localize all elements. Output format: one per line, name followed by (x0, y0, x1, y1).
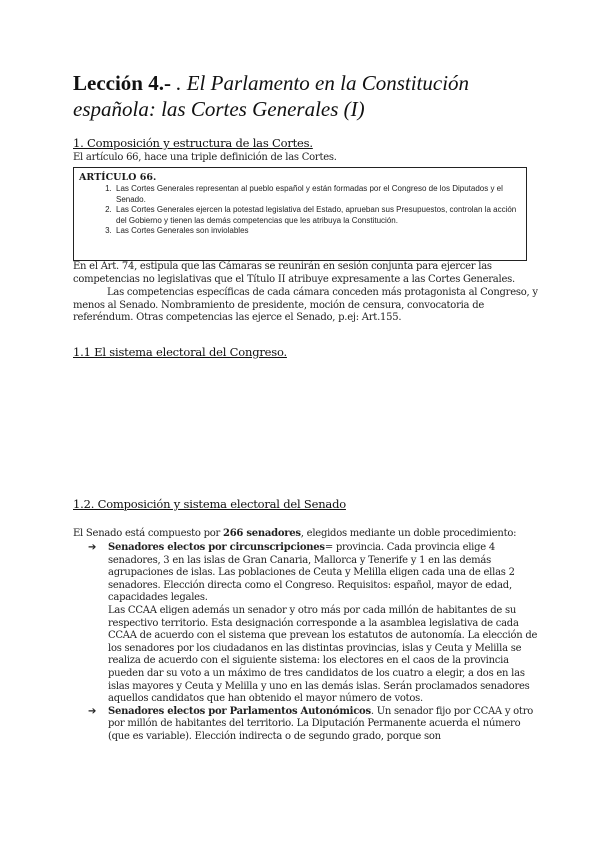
article-item: 2. Las Cortes Generales ejercen la potestad legislativa del Estado, aprueban sus Presupuestos, controlan la acción del Gobierno y tienen las demás competencias que les atribuya la Constitución. (114, 205, 524, 226)
bullet-bold-lead: Senadores electos por circunscripciones (108, 542, 325, 553)
intro-text: El Senado está compuesto por (73, 528, 224, 539)
bullet-bold-lead: Senadores electos por Parlamentos Autonómicos (108, 705, 371, 717)
article-item: 3. Las Cortes Generales son inviolables (114, 226, 524, 237)
section-1-paragraph-1: En el Art. 74, estipula que las Cámaras se reunirán en sesión conjunta para ejercer las competencias no legislativas que el Título II atribuye expresamente a las Cortes Generales. (73, 261, 515, 285)
arrow-bullet-icon: ➔ (88, 542, 97, 553)
bullet-text: . Un senador fijo por CCAA y otro por millón de habitantes del territorio. La Diputación Permanente acuerda el número (que es variable). Elección indirecta o de segundo grado, porque son (108, 705, 534, 742)
article-66-box (73, 167, 527, 261)
lesson-title (73, 70, 543, 122)
list-item (88, 706, 543, 744)
intro-text-end: , elegidos mediante un doble procedimiento: (300, 528, 517, 539)
section-1-paragraph-2: Las competencias específicas de cada cámara conceden más protagonista al Congreso, y menos al Senado. Nombramiento de presidente, moción de censura, convocatoria de referéndum. Otras competencias las ejerce el Senado, p.ej: Art.155. (73, 287, 538, 324)
article-66-list (74, 184, 524, 237)
section-1-intro: El artículo 66, hace una triple definición de las Cortes. (73, 152, 337, 163)
list-item (88, 542, 543, 706)
section-1-2-heading: 1.2. Composición y sistema electoral del Senado (73, 497, 346, 511)
article-item: 1. Las Cortes Generales representan al pueblo español y están formadas por el Congreso de los Diputados y el Senado. (114, 184, 524, 205)
section-1-1-heading: 1.1 El sistema electoral del Congreso. (73, 345, 287, 359)
article-66-heading: ARTÍCULO 66. (79, 172, 157, 183)
arrow-bullet-icon: ➔ (88, 705, 97, 717)
bullet-text: = provincia. Cada provincia elige 4 senadores, 3 en las islas de Gran Canaria, Mallorca y Tenerife y 1 en las demás agrupaciones de islas. Las poblaciones de Ceuta y Melilla eligen cada una de ellas 2 senadores. Elección directa como el Congreso. Requisitos: español, mayor de edad, capacidades legales. (108, 542, 515, 604)
bullet-extra-paragraph: Las CCAA eligen además un senador y otro más por cada millón de habitantes de su respectivo territorio. Esta designación corresponde a la asamblea legislativa de cada CCAA de acuerdo con el sistema que prevean los estatutos de autonomía. La elección de los senadores por los ciudadanos en las distintas provincias, islas y Ceuta y Melilla se realiza de acuerdo con el siguiente sistema: los electores en el caos de la provincia pueden dar su voto a un máximo de tres candidatos de los cuatro a elegir, a dos en las islas mayores y Ceuta y Melilla y uno en las demás islas. Serán proclamados senadores aquellos candidatos que han obtenido el mayor número de votos. (108, 604, 538, 705)
section-1-heading: 1. Composición y estructura de las Cortes. (73, 136, 313, 150)
lesson-title-text: . El Parlamento en la Constitución española: las Cortes Generales (I) (73, 71, 470, 121)
senator-count: 266 senadores (223, 528, 301, 539)
section-1-2-intro (73, 528, 543, 541)
lesson-label: Lección 4.- (73, 71, 171, 95)
senate-bullet-list (88, 542, 543, 744)
